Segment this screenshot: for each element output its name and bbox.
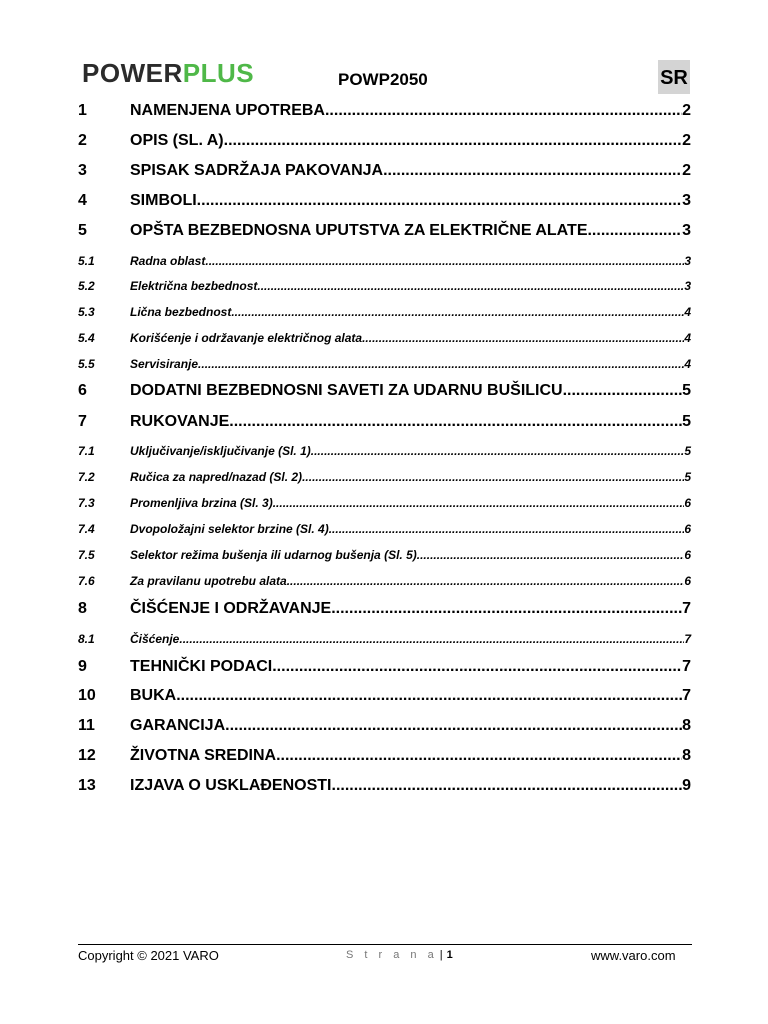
toc-entry[interactable] [78,443,691,459]
toc-entry[interactable] [78,191,691,211]
toc-entry-number: 5.5 [78,357,95,371]
toc-dot-leader [273,495,685,511]
toc-entry-title: Lična bezbednost [130,305,232,319]
toc-entry-title: Uključivanje/isključivanje (Sl. 1) [130,444,311,458]
toc-entry-page: 3 [684,279,691,293]
toc-dot-leader [311,443,685,459]
toc-entry-title: RUKOVANJE [130,413,230,430]
toc-entry[interactable] [78,657,691,677]
toc-entry-title: NAMENJENA UPOTREBA [130,102,325,119]
toc-entry-page: 4 [684,305,691,319]
toc-entry-title: TEHNIČKI PODACI [130,658,273,675]
toc-entry-page: 5 [684,444,691,458]
logo-plus-text: PLUS [182,58,255,88]
toc-entry-number: 7.5 [78,548,95,562]
toc-entry-title: SPISAK SADRŽAJA PAKOVANJA [130,162,384,179]
toc-entry-page: 5 [684,470,691,484]
toc-dot-leader [325,101,682,121]
toc-entry-title: Servisiranje [130,357,199,371]
toc-dot-leader [197,191,682,211]
toc-entry[interactable] [78,776,691,796]
toc-entry-number: 7.1 [78,444,95,458]
toc-entry[interactable] [78,599,691,619]
toc-entry-page: 3 [682,192,691,209]
toc-entry[interactable] [78,131,691,151]
toc-entry-number: 9 [78,658,87,675]
toc-dot-leader [205,253,684,269]
page-header [0,0,768,100]
toc-entry[interactable] [78,412,691,432]
toc-entry[interactable] [78,716,691,736]
toc-entry-number: 5.3 [78,305,95,319]
toc-entry-page: 3 [684,254,691,268]
toc-entry-title: OPŠTA BEZBEDNOSNA UPUTSTVA ZA ELEKTRIČNE ALATE [130,222,588,239]
toc-dot-leader [272,657,682,677]
toc-entry-title: Korišćenje i održavanje električnog alata [130,331,363,345]
toc-dot-leader [276,746,682,766]
toc-dot-leader [332,776,683,796]
toc-entry-page: 7 [682,600,691,617]
footer-website: www.varo.com [591,948,676,963]
page-label: S t r a n a [346,949,438,961]
toc-entry[interactable] [78,253,691,269]
toc-entry[interactable] [78,381,691,401]
toc-dot-leader [587,221,682,241]
toc-entry-page: 6 [684,574,691,588]
logo-power-text: POWER [82,58,183,88]
toc-entry[interactable] [78,469,691,485]
toc-dot-leader [231,304,684,320]
toc-entry-title: Čišćenje [130,632,180,646]
toc-entry-page: 6 [684,548,691,562]
toc-entry-number: 5.1 [78,254,95,268]
toc-entry[interactable] [78,221,691,241]
toc-entry-number: 3 [78,162,87,179]
toc-entry-number: 7.6 [78,574,95,588]
toc-entry[interactable] [78,573,691,589]
toc-entry-page: 8 [682,717,691,734]
toc-dot-leader [383,161,682,181]
toc-entry-page: 8 [682,747,691,764]
toc-entry-number: 1 [78,102,87,119]
toc-dot-leader [198,356,684,372]
toc-entry-page: 7 [684,632,691,646]
toc-entry-number: 5.4 [78,331,95,345]
toc-entry[interactable] [78,547,691,563]
toc-entry[interactable] [78,746,691,766]
toc-entry[interactable] [78,304,691,320]
toc-entry[interactable] [78,356,691,372]
toc-entry-number: 10 [78,687,96,704]
toc-entry-title: BUKA [130,687,177,704]
toc-entry-page: 2 [682,132,691,149]
toc-dot-leader [225,716,682,736]
page-separator: | [439,949,443,961]
toc-entry[interactable] [78,330,691,346]
toc-entry-number: 5 [78,222,87,239]
toc-entry-page: 9 [682,777,691,794]
toc-dot-leader [229,412,682,432]
toc-entry-title: SIMBOLI [130,192,197,209]
toc-entry-number: 13 [78,777,96,794]
toc-entry-number: 11 [78,717,95,734]
toc-entry-page: 5 [682,413,691,430]
toc-entry-number: 6 [78,382,87,399]
toc-entry-title: Ručica za napred/nazad (Sl. 2) [130,470,303,484]
toc-entry-page: 7 [682,658,691,675]
toc-dot-leader [302,469,684,485]
toc-entry-page: 2 [682,102,691,119]
model-number: POWP2050 [338,70,428,89]
toc-entry[interactable] [78,161,691,181]
language-badge: SR [658,60,690,94]
toc-dot-leader [331,599,682,619]
toc-entry-number: 8.1 [78,632,95,646]
toc-entry-title: Za pravilanu upotrebu alata [130,574,287,588]
toc-entry-title: IZJAVA O USKLAĐENOSTI [130,777,332,794]
toc-entry-number: 5.2 [78,279,95,293]
toc-entry-number: 4 [78,192,87,209]
footer-copyright: Copyright © 2021 VARO [78,948,219,963]
toc-entry-number: 12 [78,747,96,764]
toc-entry-title: Selektor režima bušenja ili udarnog bušenja (Sl. 5) [130,548,417,562]
toc-dot-leader [179,631,684,647]
toc-entry[interactable] [78,278,691,294]
toc-dot-leader [417,547,685,563]
toc-entry-page: 4 [684,331,691,345]
toc-dot-leader [176,686,682,706]
footer-page-indicator [346,949,453,961]
toc-entry-number: 7.3 [78,496,95,510]
toc-entry-page: 4 [684,357,691,371]
toc-entry[interactable] [78,631,691,647]
toc-entry-page: 6 [684,496,691,510]
toc-entry-title: OPIS (SL. A) [130,132,224,149]
toc-dot-leader [287,573,685,589]
toc-entry-number: 7.4 [78,522,95,536]
toc-entry[interactable] [78,495,691,511]
toc-entry-number: 7 [78,413,87,430]
toc-entry-title: Promenljiva brzina (Sl. 3) [130,496,273,510]
toc-entry-page: 5 [682,382,691,399]
footer-divider [78,944,692,945]
toc-entry-number: 8 [78,600,87,617]
toc-entry-page: 6 [684,522,691,536]
toc-dot-leader [362,330,684,346]
toc-dot-leader [257,278,684,294]
toc-entry-page: 2 [682,162,691,179]
toc-entry-title: Radna oblast [130,254,206,268]
toc-entry-title: DODATNI BEZBEDNOSNI SAVETI ZA UDARNU BUŠILICU [130,382,563,399]
toc-entry-title: Dvopoložajni selektor brzine (Sl. 4) [130,522,329,536]
toc-entry-title: ŽIVOTNA SREDINA [130,747,277,764]
toc-dot-leader [224,131,682,151]
toc-dot-leader [563,381,683,401]
toc-dot-leader [329,521,685,537]
toc-entry-title: ČIŠĆENJE I ODRŽAVANJE [130,600,332,617]
toc-entry-page: 3 [682,222,691,239]
toc-entry[interactable] [78,101,691,121]
toc-entry-number: 2 [78,132,87,149]
page-number: 1 [446,949,453,961]
toc-entry[interactable] [78,521,691,537]
toc-entry-page: 7 [682,687,691,704]
toc-entry-title: GARANCIJA [130,717,226,734]
toc-entry-number: 7.2 [78,470,95,484]
brand-logo [82,58,254,88]
toc-entry-title: Električna bezbednost [130,279,258,293]
toc-entry[interactable] [78,686,691,706]
